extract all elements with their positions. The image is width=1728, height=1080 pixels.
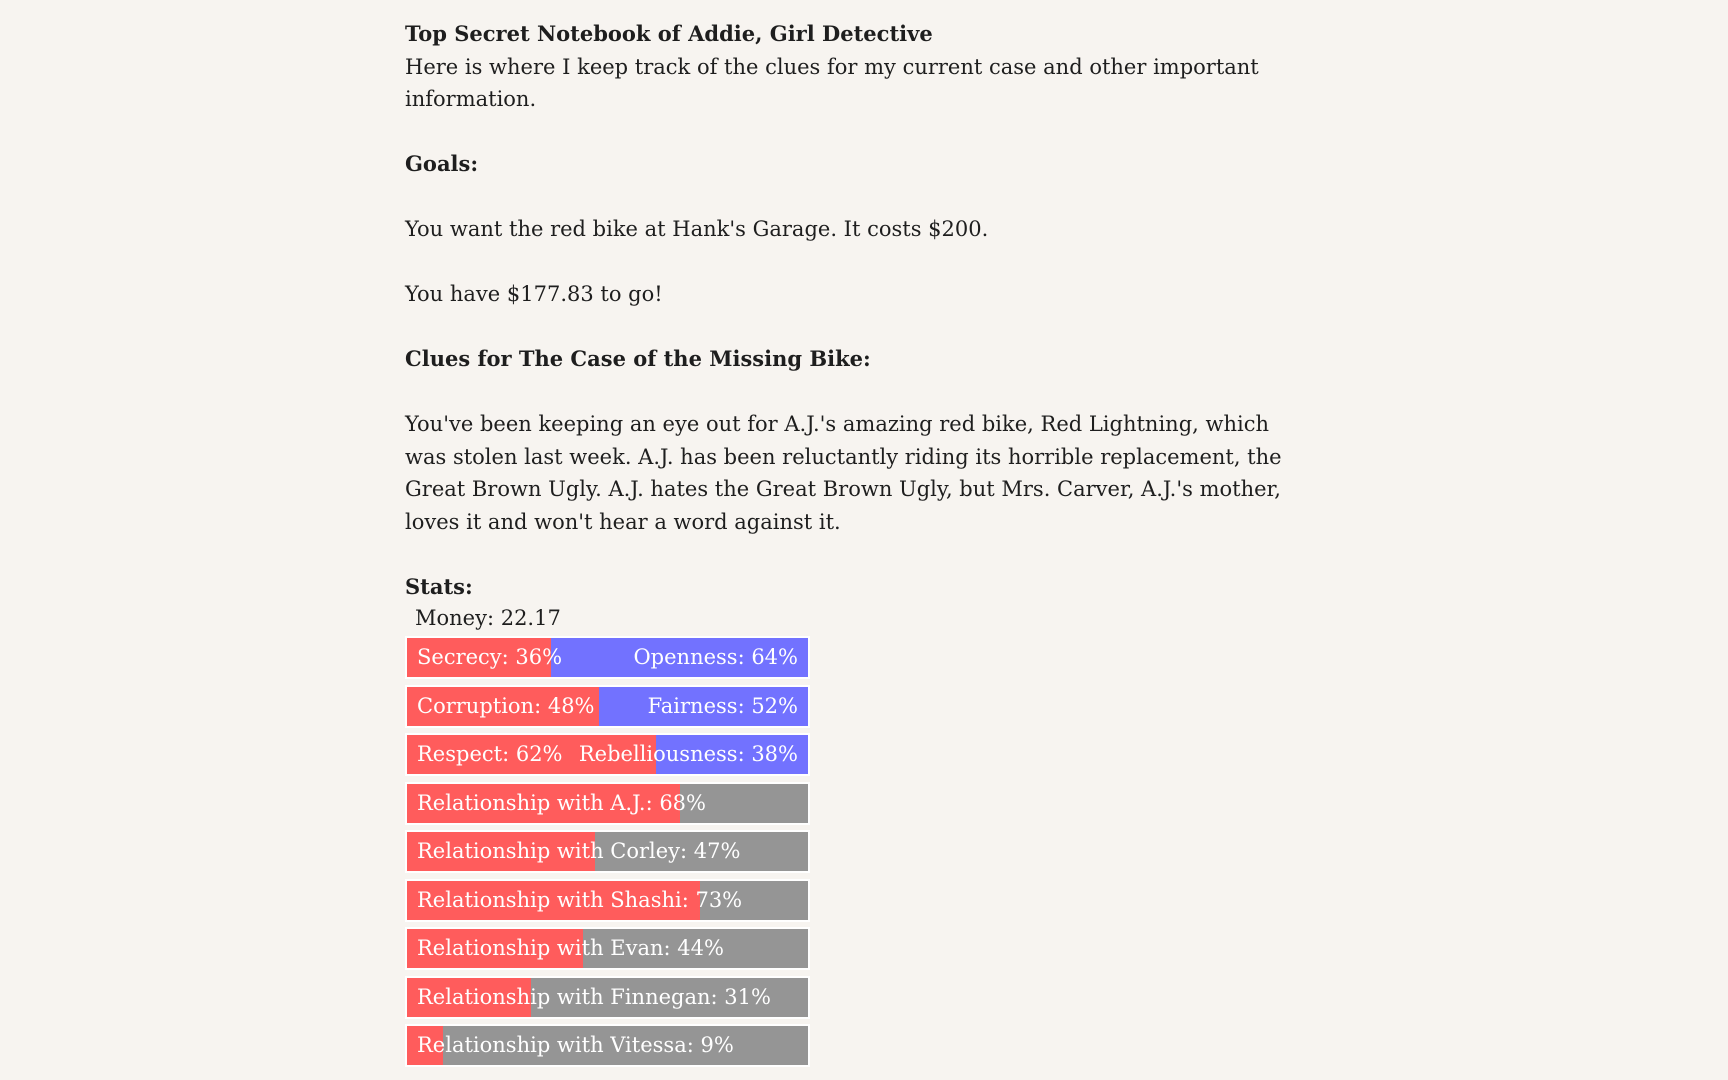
spacer (405, 538, 1315, 571)
spacer (405, 311, 1315, 344)
stat-label: Relationship with Corley: 47% (417, 839, 741, 863)
stat-bar-respect-rebelliousness (405, 733, 810, 776)
spacer (405, 116, 1315, 149)
spacer (405, 376, 1315, 409)
stat-bar-relationship-corley (405, 830, 810, 873)
money-stat: Money: 22.17 (415, 606, 561, 630)
stat-left-label: Respect: 62% (417, 742, 563, 766)
stat-label: Relationship with A.J.: 68% (417, 790, 706, 815)
clues-heading: Clues for The Case of the Missing Bike: (405, 346, 871, 371)
stat-label: Relationship with Vitessa: 9% (417, 1033, 734, 1057)
stat-bar-secrecy-openness (405, 636, 810, 679)
page-title: Top Secret Notebook of Addie, Girl Detective (405, 21, 933, 46)
stat-right-label: Openness: 64% (633, 645, 798, 669)
stat-right-label: Fairness: 52% (647, 693, 798, 718)
stat-bar-relationship-finnegan (405, 976, 810, 1019)
stat-left-label: Corruption: 48% (417, 693, 595, 718)
stat-bar-relationship-vitessa (405, 1024, 810, 1067)
stat-label: Relationship with Shashi: 73% (417, 887, 743, 912)
spacer (405, 181, 1315, 214)
stat-bar-relationship-evan (405, 927, 810, 970)
clues-text: You've been keeping an eye out for A.J.'s amazing red bike, Red Lightning, which was stolen last week. A.J. has been reluctantly riding its horrible replacement, the Great Brown Ugly. A.J. hates the Great Brown Ugly, but Mrs. Carver, A.J.'s mother, loves it and won't hear a word against it. (405, 412, 1282, 534)
stats-panel (405, 600, 810, 1073)
notebook-page (405, 18, 1315, 603)
stat-right-label: Rebelliousness: 38% (578, 742, 798, 766)
goals-heading: Goals: (405, 151, 479, 176)
goal-line: You want the red bike at Hank's Garage. It costs $200. (405, 217, 989, 241)
stat-label: Relationship with Finnegan: 31% (417, 984, 771, 1009)
stat-left-label: Secrecy: 36% (417, 645, 563, 669)
stat-bar-corruption-fairness (405, 685, 810, 728)
goal-remaining: You have $177.83 to go! (405, 282, 663, 306)
stat-bar-relationship-shashi (405, 879, 810, 922)
stat-bar-relationship-aj (405, 782, 810, 825)
stats-heading: Stats: (405, 573, 473, 599)
page-subtitle: Here is where I keep track of the clues for my current case and other important information. (405, 54, 1259, 111)
spacer (405, 246, 1315, 279)
stat-label: Relationship with Evan: 44% (417, 936, 724, 960)
